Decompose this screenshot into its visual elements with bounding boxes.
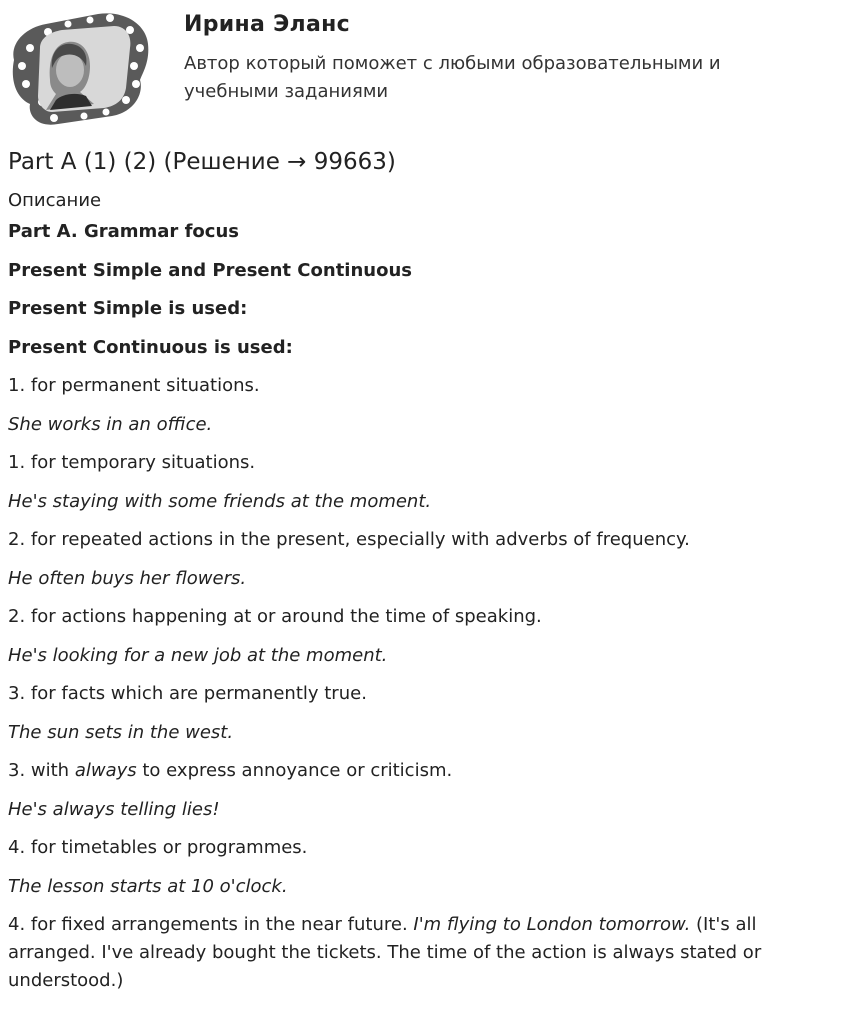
description-content <box>8 218 828 1006</box>
rule-item <box>8 911 828 995</box>
rule-item: 1. for permanent situations. <box>8 375 260 396</box>
description-label: Описание <box>8 190 102 211</box>
author-block <box>0 0 847 130</box>
rule-item: 4. for timetables or programmes. <box>8 837 308 858</box>
author-description: Автор который поможет с любыми образовательными и учебными заданиями <box>184 53 721 102</box>
page-title: Part A (1) (2) (Решение → 99663) <box>8 149 396 175</box>
author-name[interactable]: Ирина Эланс <box>184 12 350 37</box>
rule-item: 1. for temporary situations. <box>8 452 256 473</box>
rule-item: 2. for actions happening at or around the time of speaking. <box>8 606 542 627</box>
rule-text: (It's all arranged. I've already bought the tickets. The time of the action is always stated or understood.) <box>8 914 762 991</box>
section-heading: Present Simple is used: <box>8 298 248 319</box>
example-sentence: He's always telling lies! <box>8 798 220 820</box>
rule-text: 3. with <box>8 760 75 781</box>
rule-item: 2. for repeated actions in the present, especially with adverbs of frequency. <box>8 529 690 550</box>
rule-text: 4. for fixed arrangements in the near future. <box>8 914 414 935</box>
section-heading: Present Simple and Present Continuous <box>8 259 412 281</box>
example-sentence: He's looking for a new job at the moment. <box>8 644 388 666</box>
emphasis-word: always <box>74 760 137 781</box>
example-sentence: He's staying with some friends at the moment. <box>8 490 432 512</box>
rule-item: 3. for facts which are permanently true. <box>8 683 367 704</box>
section-heading: Part A. Grammar focus <box>8 221 239 242</box>
example-sentence: I'm flying to London tomorrow. <box>413 914 691 935</box>
rule-text: to express annoyance or criticism. <box>136 760 453 781</box>
example-sentence: The lesson starts at 10 o'clock. <box>8 875 288 897</box>
example-sentence: She works in an office. <box>8 413 213 435</box>
rule-item <box>8 757 828 785</box>
example-sentence: The sun sets in the west. <box>8 721 234 743</box>
example-sentence: He often buys her flowers. <box>8 567 247 589</box>
avatar[interactable] <box>6 8 152 128</box>
section-heading: Present Continuous is used: <box>8 336 293 358</box>
